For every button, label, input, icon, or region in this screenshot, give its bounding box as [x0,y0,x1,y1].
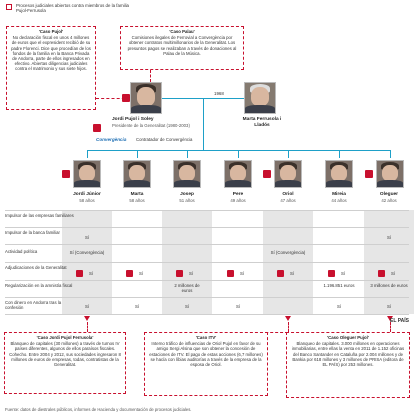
child-age: 47 años [280,197,296,203]
mother-photo [244,82,276,114]
father-case-marker-2 [93,124,101,132]
row-label: Adjudicaciones de la Generalitat [5,265,67,270]
callout-caso-palau [120,26,244,70]
father-name: Jordi Pujol i Soley [112,117,154,122]
case-pointer [285,316,291,321]
tree-stem [87,150,88,158]
tree-stem [339,150,340,158]
adjudication-marker [378,270,385,277]
child-photo [224,160,252,188]
callout-caso-oleguer-pujol [286,332,410,398]
tree-stem [288,150,289,158]
child-label [213,192,263,203]
callout-connector [150,70,151,82]
child-photo [173,160,201,188]
table-cell: 3 millones de euros [370,283,408,288]
child-name: Mireia [332,192,346,197]
table-cell: Sí [88,271,94,276]
child-label [62,192,112,203]
child-label [263,192,313,203]
father-photo [130,82,162,114]
child-photo [376,160,404,188]
callout-text: Comisiones ilegales de Ferrovial a Convergència por obtener contratos multimillonarios de la Generalitat. Los presuntos pagos se realizaban a través de donaciones al Palau de la Música. [127,35,237,56]
row-label: Con dinero en Andorra tras la confesión [5,300,62,310]
row-separator [5,314,409,315]
callout-text: Interno tráfico de influencias de Oriol Pujol en favor de su amigo Sergi Alsina que son obtener la concesión de estaciones de ITV. El pago de estas acciones (6,7 millones) se hacía con líbias auditorías a través de la empresa de la esposa de Oriol. [149,341,263,368]
case-pointer [84,316,90,321]
child-case-marker [62,170,70,178]
callout-caso-jordi-pujol-ferrusola [4,332,126,394]
party-role: Contratador de Convergència [136,137,193,142]
child-photo [123,160,151,188]
child-age: 58 años [129,197,145,203]
table-cell: 1.196.851 euros [323,283,355,288]
callout-connector [390,322,391,332]
tree-stem [137,150,138,158]
callout-title: 'Caso Jordi Pujol Ferrusola' [36,335,94,340]
tree-trunk [203,98,204,150]
father-case-marker [122,94,130,102]
table-cell: Sí [390,271,396,276]
child-name: Marta [130,192,144,197]
row-label: Actividad política [5,249,38,254]
row-separator [5,244,409,245]
adjudication-marker [126,270,133,277]
child-photo [274,160,302,188]
tree-stem [390,150,391,158]
source-note: Fuente: datos de diestrales públicos, informes de Hacienda y documentación de procesos judiciales. [5,407,192,412]
callout-text: No declaración fiscal en unos 4 millones de euros que el expresident recibió de su padre Florenci. Dice que procedían de los fondos de la familia en la Banca Privada de Andorra, parte de ellos ingresados en efectivo. Abiertas diligencias judiciales contra el matrimonio y sus siete hijos. [11,35,91,72]
child-label [162,192,212,203]
table-cell: Sí [336,304,342,309]
mother-name: Marta Ferrusola i Lladós [242,117,282,128]
child-age: 58 años [79,197,95,203]
child-photo [73,160,101,188]
adjudication-marker [176,270,183,277]
legend-swatch [6,4,12,10]
child-name: Oriol [282,192,294,197]
tree-branch [87,150,391,151]
table-cell: Sí [84,235,90,240]
callout-title: 'Caso Pujol' [38,29,64,34]
child-label [112,192,162,203]
brand-logo: EL PAÍS [390,318,409,324]
tree-stem [238,150,239,158]
party-logo: Convergència [96,137,127,142]
row-label: Regularización en la amnistía fiscal [5,283,73,288]
child-name: Pere [232,192,244,197]
child-label [314,192,364,203]
mother-info [240,117,284,128]
child-age: 49 años [230,197,246,203]
table-cell: Sí [289,271,295,276]
table-cell: Sí [184,304,190,309]
adjudication-marker [328,270,335,277]
table-cell: Sí [340,271,346,276]
table-cell: Sí (Convergència) [270,250,306,255]
table-cell: Sí [188,271,194,276]
table-cell: Sí [84,304,90,309]
row-separator [5,297,409,298]
child-name: Jordi Júnior [73,192,101,197]
row-label: Impulsor de la banca familiar [5,230,60,235]
marriage-year: 1968 [214,91,224,96]
child-label [364,192,414,203]
row-separator [5,227,409,228]
callout-caso-pujol [6,26,96,110]
table-cell: Sí [239,271,245,276]
child-age: 51 años [179,197,195,203]
child-name: Oleguer [379,192,399,197]
adjudication-marker [227,270,234,277]
row-separator [5,280,409,281]
adjudication-marker [76,270,83,277]
callout-title: 'Caso Oleguer Pujol' [327,335,369,340]
child-age: 44 años [331,197,347,203]
table-cell: 2 millones de euros [174,283,200,293]
child-name: Josep [180,192,194,197]
table-cell: Sí [138,271,144,276]
table-cell: Sí [235,304,241,309]
callout-connector [87,322,88,332]
tree-stem [187,150,188,158]
callout-title: 'Caso Palau' [169,29,195,34]
legend-text: Procesos judiciales abiertos contra miembros de la familia Pujol-Ferrusola [16,3,129,14]
adjudication-marker [277,270,284,277]
callout-title: 'Caso ITV' [195,335,217,340]
callout-text: Blanqueo de capitales (30 millones) a través de turnos IV países diferentes, algunos de ellos paraísos fiscales. Cohecho. Entre 2004 y 2012, sus sociedades ingresaron 8 millones de euros de empresas, todas, contratistas de la Generalitat. [9,341,121,368]
table-cell: Sí (Convergència) [69,250,105,255]
table-cell: Sí [134,304,140,309]
row-separator [5,262,409,263]
callout-connector [288,322,289,332]
child-case-marker [263,170,271,178]
callout-caso-itv [144,332,268,396]
row-separator [5,210,409,211]
child-photo [325,160,353,188]
child-age: 42 años [381,197,397,203]
table-cell: Sí [386,304,392,309]
child-case-marker [365,170,373,178]
row-label: Impulsor de las empresas familiares [5,213,74,218]
callout-text: Blanqueo de capitales. 3.000 millones en operaciones inmobiliarias, entre ellas la venta en 2011 de 1.152 oficinas del Banco Santander en Cataluña por 2.004 millones y de Bankia por 618 millones y 3 millones de PRISA (editora de EL PAÍS) por 253 millones. [291,341,405,368]
father-role: Presidente de la Generalitat (1980-2003) [112,122,190,128]
father-info [112,117,222,128]
table-cell: Sí [386,235,392,240]
